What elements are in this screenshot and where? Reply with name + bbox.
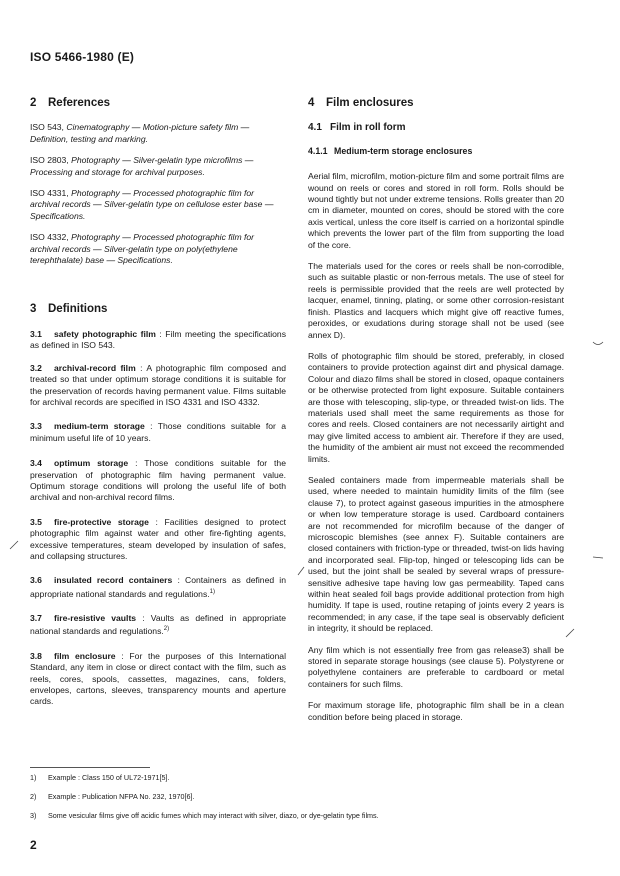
definition-item: 3.8 film enclosure : For the purposes of this International Standard, any item in close or direct contact with the film, such as reels, cores, spools, cassettes, magazines, cans, folders, envelopes, cartons, sleeves, transparency mounts and aperture cards. — [30, 650, 287, 707]
margin-mark-icon — [592, 339, 604, 349]
page-number: 2 — [30, 838, 37, 852]
section-number: 3 — [30, 303, 37, 316]
section-title: Definitions — [48, 303, 108, 316]
reference-item: ISO 4332, Photography — Processed photographic film for archival records — Silver-gelatin type on poly(ethylene terephthalate) base — Specifications. — [30, 232, 255, 266]
section-number: 2 — [30, 97, 37, 109]
right-column — [308, 98, 564, 733]
footnote: 1) Example : Class 150 of UL72-1971[5]. — [30, 773, 170, 782]
section-title: Film enclosures — [326, 97, 414, 109]
footnotes — [30, 773, 590, 830]
footnote: 2) Example : Publication NFPA No. 232, 1970[6]. — [30, 792, 195, 801]
document-id: ISO 5466-1980 (E) — [30, 50, 135, 64]
definition-item: 3.4 optimum storage : Those conditions suitable for the preservation of photographic film having permanent value. Optimum storage conditions will prolong the useful life of both archival and non-archival record films. — [30, 458, 286, 503]
footnote-divider — [30, 767, 150, 768]
body-paragraph: The materials used for the cores or reels shall be non-corrodible, such as suitable plastic or non-ferrous metals. The use of steel for reels is permissible provided that the reels are well protected by lacquer, enamel, tinning, plating, or some other corrosion-resistant finish. Plastics and lacquers which might give off reactive fumes, peroxides, or exudations during storage shall not be used (see annex D). — [308, 261, 564, 340]
reference-item: ISO 4331, Photography — Processed photographic film for archival records — Silver-gelatin type on cellulose ester base — Specifications. — [30, 188, 274, 221]
margin-mark-icon — [564, 628, 576, 638]
subsubsection-heading: 4.1.1 Medium-term storage enclosures — [308, 145, 473, 156]
body-paragraph: Rolls of photographic film should be stored, preferably, in closed containers to provide protection against dirt and physical damage. Colour and diazo films shall be stored in closed, opaque containers or be otherwise protected from light exposure. Suitable containers are those with telescoping, slip-type, or threaded twist-on lids. The materials used shall meet the same requirements as those for cores and reels. Closed containers are not necessarily airtight and may give limited access to ambient air. Therefore if they are used, the humidity of the ambient air must not exceed the recommended limits. — [308, 350, 564, 464]
section-film-enclosures-heading — [308, 98, 564, 109]
reference-item: ISO 2803, Photography — Silver-gelatin type microfilms — Processing and storage for archival purposes. — [30, 155, 254, 177]
definition-item: 3.3 medium-term storage : Those conditions suitable for a minimum useful life of 10 years. — [30, 421, 286, 443]
body-paragraph: Sealed containers made from impermeable materials shall be used, where needed to maintain humidity limits of the film (see clause 7), to protect against gaseous impurities in the atmosphere or when low temperature storage is used. Cardboard containers are not recommended for microfilm because of the danger of microscopic blemishes (see annex F). Suitable containers are closed containers with friction-type or threaded, twist-on lids having and incorporated seal. Flip-top, hinged or telescoping lids can be used, but the joint shall be sealed by several wraps of pressure-sensitive adhesive tape having low gas permeability. Taped cans within heat sealed foil bags provide additional protection from high humidity. If tape is used, routine retaping of joints every 2 years is recommended; in any case, if the tape seal is observably deficient in integrity, it should be replaced. — [308, 474, 564, 634]
section-definitions-heading — [30, 304, 286, 315]
definition-item: 3.5 fire-protective storage : Facilities designed to protect photographic film against water and other fire-fighting agents, excessive temperatures, steam developed by insulation of safes, and collapsing structures. — [30, 516, 286, 561]
margin-mark-icon — [592, 552, 604, 562]
section-title: References — [48, 97, 111, 109]
definition-item: 3.7 fire-resistive vaults : Vaults as defined in appropriate national standards and regulations.$^{2)}$ — [30, 613, 286, 637]
body-paragraph: For maximum storage life, photographic film shall be in a clean condition before being placed in storage. — [308, 700, 564, 722]
definition-item: 3.6 insulated record containers : Containers as defined in appropriate national standards and regulations.$^{1)}$ — [30, 575, 286, 599]
definition-item: 3.2 archival-record film : A photographic film composed and treated so that under optimum storage conditions it is suitable for the preservation of records having permanent value. Films suitable for archival records are specified in ISO 4331 and ISO 4332. — [30, 362, 286, 407]
left-column — [30, 98, 286, 719]
section-number: 4 — [308, 97, 315, 109]
subsection-heading: 4.1 Film in roll form — [308, 122, 406, 134]
reference-item: ISO 543, Cinematography — Motion-picture safety film — Definition, testing and marking. — [30, 122, 250, 144]
margin-mark-icon — [296, 566, 308, 576]
definition-item: 3.1 safety photographic film : Film meeting the specifications as defined in ISO 543. — [30, 328, 286, 351]
body-paragraph: Any film which is not essentially free from gas release3) shall be stored in separate storage housings (see clause 5). Polystyrene or polyethylene containers are preferable to cardboard or metal containers for such films. — [308, 644, 564, 689]
margin-mark-icon — [8, 540, 20, 550]
section-references-heading — [30, 98, 286, 109]
footnote: 3) Some vesicular films give off acidic fumes which may interact with silver, diazo, or dye-gelatin type films. — [30, 811, 379, 820]
body-paragraph: Aerial film, microfilm, motion-picture film and some portrait films are wound on reels or cores and stored in roll form. Rolls should be wound tightly but not under extreme tensions. Rolls greater than 20 cm in diameter, mounted on cores, should be stored with the core axis vertical, unless the core itself is carried on a horizontal spindle which prevents the lower part of the film from supporting the load of the core. — [308, 171, 564, 250]
